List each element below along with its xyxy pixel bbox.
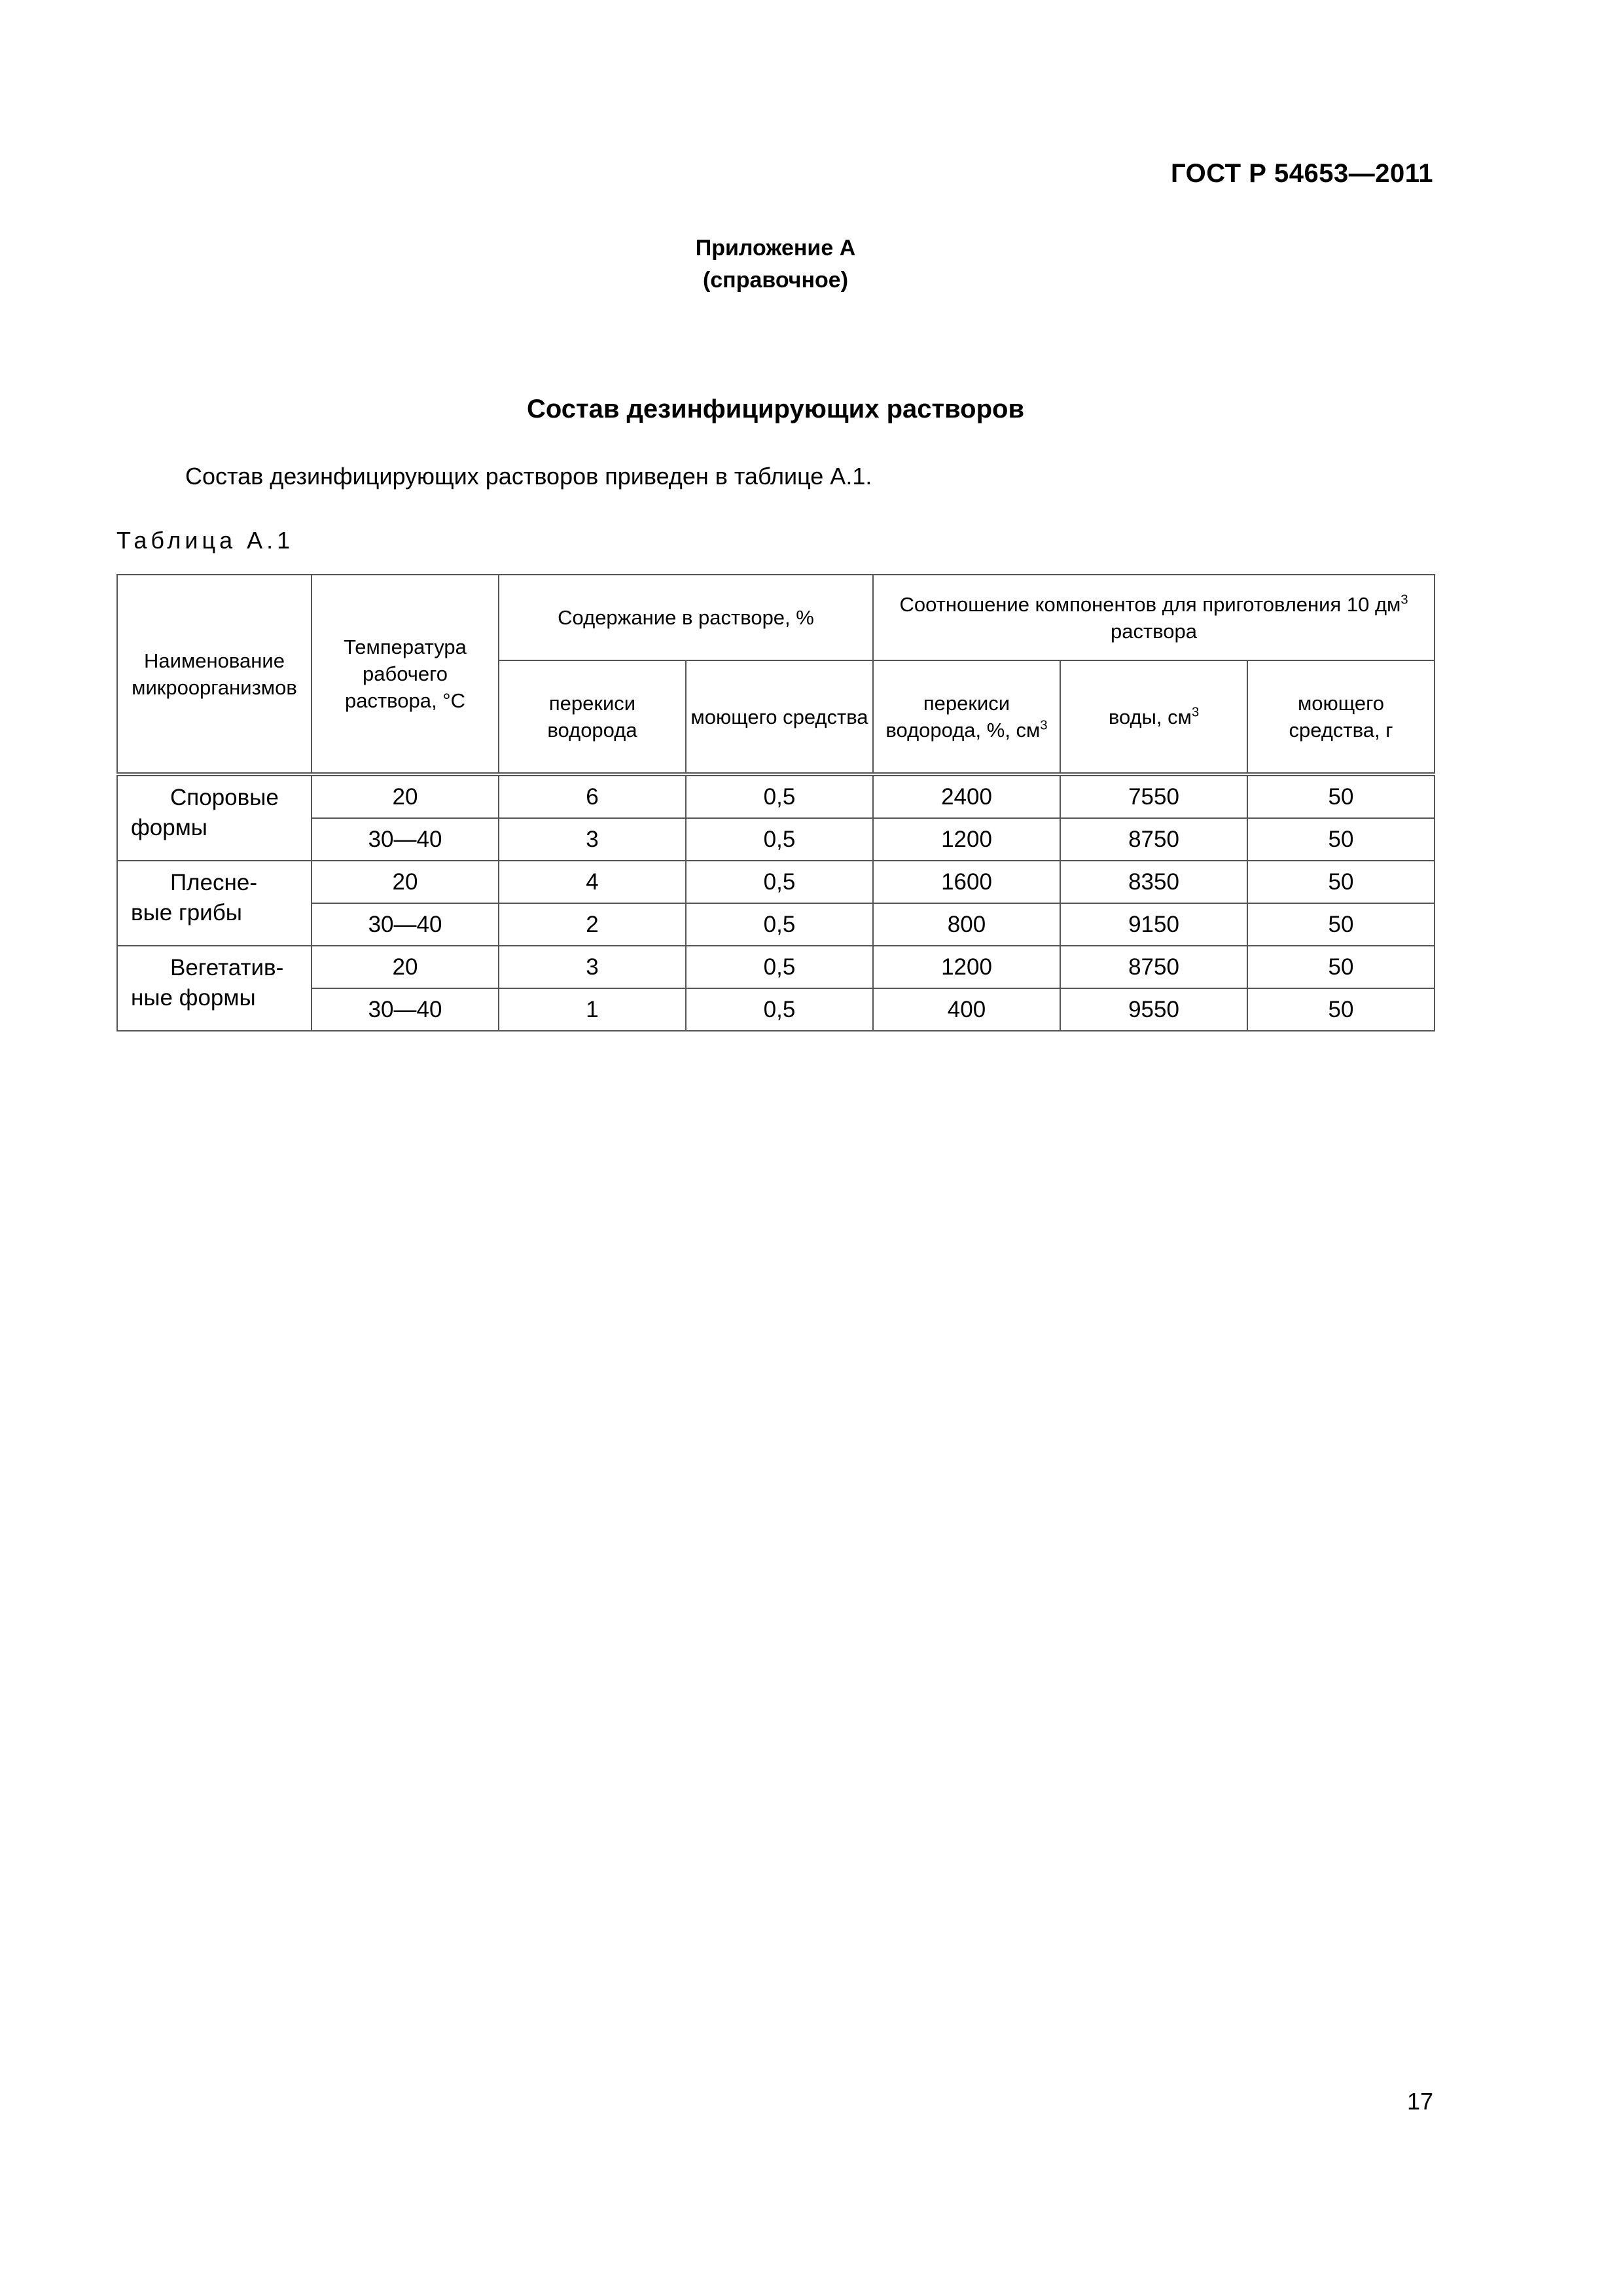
table-row bbox=[117, 903, 1435, 946]
microorganism-name-line2: формы bbox=[131, 815, 207, 840]
cell-peroxide-cm: 2400 bbox=[873, 774, 1060, 818]
cell-peroxide: 6 bbox=[499, 774, 686, 818]
cell-detergent-g: 50 bbox=[1247, 861, 1435, 903]
cell-detergent: 0,5 bbox=[686, 903, 873, 946]
cell-detergent-g: 50 bbox=[1247, 946, 1435, 988]
cell-temperature: 30—40 bbox=[312, 903, 499, 946]
microorganism-name-line1: Плесне- bbox=[170, 870, 257, 895]
cell-peroxide: 1 bbox=[499, 988, 686, 1031]
cell-detergent: 0,5 bbox=[686, 774, 873, 818]
appendix-title: Приложение А bbox=[695, 236, 856, 260]
cell-water: 8750 bbox=[1060, 818, 1247, 861]
cell-detergent: 0,5 bbox=[686, 988, 873, 1031]
header-water-text: воды, см bbox=[1108, 705, 1192, 728]
microorganism-name bbox=[117, 774, 312, 861]
composition-table bbox=[116, 574, 1435, 1031]
table-row bbox=[117, 861, 1435, 903]
cell-peroxide: 3 bbox=[499, 946, 686, 988]
microorganism-name bbox=[117, 861, 312, 946]
header-peroxide: перекиси водорода bbox=[499, 660, 686, 774]
cell-detergent: 0,5 bbox=[686, 946, 873, 988]
cell-water: 9150 bbox=[1060, 903, 1247, 946]
cell-detergent: 0,5 bbox=[686, 818, 873, 861]
header-temperature: Температура рабочего раствора, °С bbox=[312, 575, 499, 774]
microorganism-name-line2: ные формы bbox=[131, 985, 256, 1011]
cell-detergent-g: 50 bbox=[1247, 818, 1435, 861]
cell-water: 8350 bbox=[1060, 861, 1247, 903]
header-water-sup: 3 bbox=[1191, 705, 1200, 720]
cell-detergent-g: 50 bbox=[1247, 903, 1435, 946]
cell-water: 8750 bbox=[1060, 946, 1247, 988]
cell-peroxide: 3 bbox=[499, 818, 686, 861]
header-name: Наименование микроорганизмов bbox=[117, 575, 312, 774]
header-ratio-text-end: раствора bbox=[1110, 619, 1198, 643]
cell-peroxide-cm: 400 bbox=[873, 988, 1060, 1031]
intro-paragraph: Состав дезинфицирующих растворов приведен в таблице А.1. bbox=[185, 463, 872, 490]
cell-peroxide: 2 bbox=[499, 903, 686, 946]
cell-temperature: 30—40 bbox=[312, 818, 499, 861]
cell-peroxide-cm: 1600 bbox=[873, 861, 1060, 903]
cell-peroxide-cm: 1200 bbox=[873, 946, 1060, 988]
microorganism-name-line1: Споровые bbox=[170, 785, 279, 810]
header-peroxide-cm-sup: 3 bbox=[1040, 718, 1048, 733]
microorganism-name-line1: Вегетатив- bbox=[170, 955, 284, 980]
microorganism-name-line2: вые грибы bbox=[131, 900, 242, 925]
cell-detergent-g: 50 bbox=[1247, 774, 1435, 818]
table-caption: Таблица А.1 bbox=[116, 527, 294, 554]
header-peroxide-cm-text: перекиси водорода, %, см bbox=[885, 692, 1041, 742]
header-ratio-group bbox=[873, 575, 1435, 660]
header-peroxide-cm bbox=[873, 660, 1060, 774]
table-row bbox=[117, 988, 1435, 1031]
cell-temperature: 20 bbox=[312, 946, 499, 988]
appendix-header bbox=[0, 232, 1551, 296]
header-water bbox=[1060, 660, 1247, 774]
cell-water: 9550 bbox=[1060, 988, 1247, 1031]
header-detergent-g: моющего средства, г bbox=[1247, 660, 1435, 774]
header-content-group: Содержание в растворе, % bbox=[499, 575, 873, 660]
document-code: ГОСТ Р 54653—2011 bbox=[1171, 159, 1433, 188]
cell-peroxide-cm: 800 bbox=[873, 903, 1060, 946]
header-ratio-text: Соотношение компонентов для приготовления 10 дм bbox=[899, 592, 1401, 616]
cell-water: 7550 bbox=[1060, 774, 1247, 818]
table-row bbox=[117, 818, 1435, 861]
cell-detergent: 0,5 bbox=[686, 861, 873, 903]
cell-temperature: 20 bbox=[312, 774, 499, 818]
microorganism-name bbox=[117, 946, 312, 1031]
cell-detergent-g: 50 bbox=[1247, 988, 1435, 1031]
section-heading: Состав дезинфицирующих растворов bbox=[526, 395, 1025, 423]
cell-peroxide-cm: 1200 bbox=[873, 818, 1060, 861]
cell-peroxide: 4 bbox=[499, 861, 686, 903]
cell-temperature: 20 bbox=[312, 861, 499, 903]
cell-temperature: 30—40 bbox=[312, 988, 499, 1031]
table-header-row bbox=[117, 575, 1435, 660]
table-row bbox=[117, 774, 1435, 818]
page-number: 17 bbox=[1406, 2088, 1433, 2115]
header-detergent: моющего средства bbox=[686, 660, 873, 774]
table-row bbox=[117, 946, 1435, 988]
appendix-subtitle: (справочное) bbox=[702, 268, 849, 293]
header-ratio-sup: 3 bbox=[1400, 592, 1408, 607]
